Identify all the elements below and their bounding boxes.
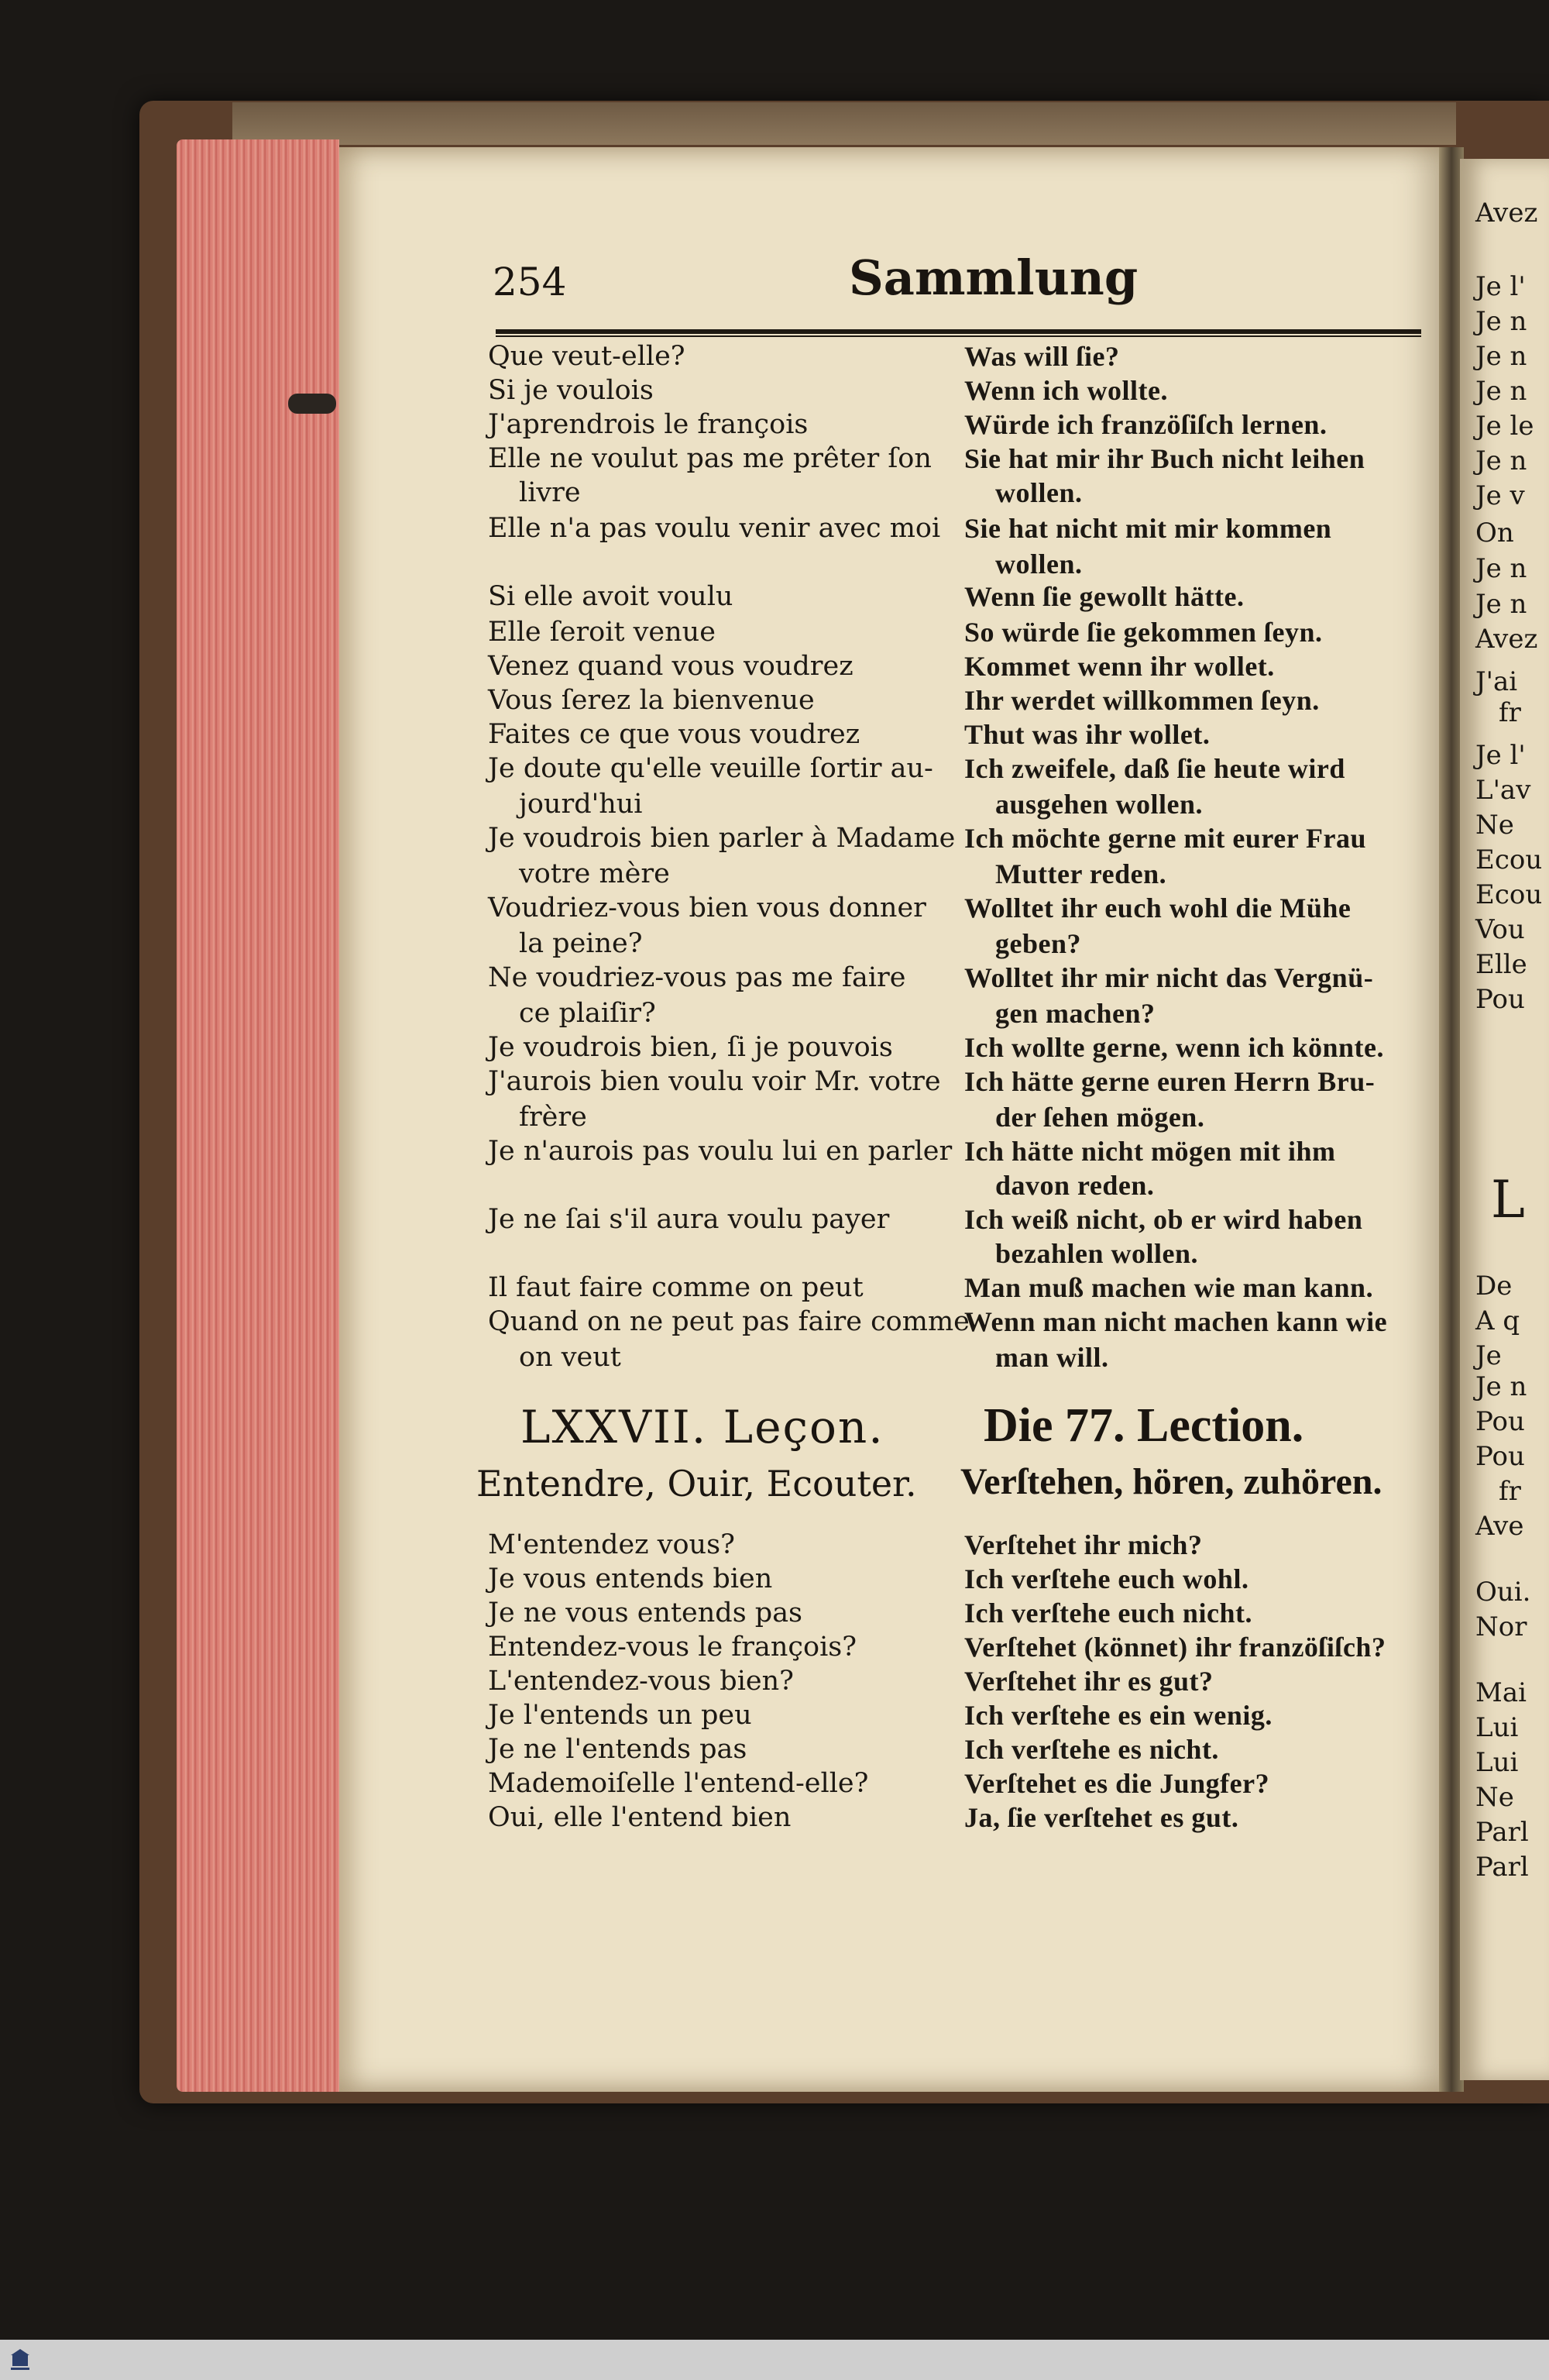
- french-line: Il faut faire comme on peut: [488, 1272, 864, 1303]
- german-line: Wenn ſie gewollt hätte.: [964, 581, 1245, 612]
- facing-page-line: De: [1475, 1271, 1513, 1302]
- facing-page-line: Je n: [1475, 376, 1527, 407]
- french-line: Quand on ne peut pas faire comme: [488, 1306, 970, 1337]
- german-line: davon reden.: [995, 1170, 1155, 1201]
- german-line: Ich verſtehe es nicht.: [964, 1734, 1219, 1765]
- german-line: Man muß machen wie man kann.: [964, 1272, 1374, 1303]
- header-rule-thin: [496, 335, 1421, 337]
- german-line: geben?: [995, 928, 1081, 959]
- facing-page-line: Je n: [1475, 1371, 1527, 1402]
- facing-page-line: Avez: [1475, 624, 1538, 655]
- french-line: Ne voudriez-vous pas me faire: [488, 962, 906, 993]
- page-hole: [288, 394, 336, 414]
- french-line: L'entendez-vous bien?: [488, 1666, 794, 1697]
- german-line: gen machen?: [995, 998, 1156, 1029]
- french-line: Que veut-elle?: [488, 341, 685, 372]
- facing-page-line: Je le: [1475, 411, 1534, 442]
- french-line: Faites ce que vous voudrez: [488, 719, 860, 750]
- french-line: Si elle avoit voulu: [488, 581, 733, 612]
- library-logo-icon: [9, 2347, 31, 2374]
- facing-page-line: Je: [1475, 1340, 1502, 1371]
- facing-page: [1460, 159, 1549, 2080]
- page-edges: [177, 139, 339, 2092]
- german-line: Kommet wenn ihr wollet.: [964, 651, 1275, 682]
- german-line: ausgehen wollen.: [995, 789, 1204, 820]
- french-line: Je l'entends un peu: [488, 1700, 752, 1731]
- lesson-subtitle-french: Entendre, Ouir, Ecouter.: [476, 1463, 917, 1505]
- german-line: Ich zweifele, daß ſie heute wird: [964, 753, 1345, 784]
- french-line: Je ne vous entends pas: [488, 1598, 803, 1629]
- french-line: Si je voulois: [488, 375, 654, 406]
- facing-page-line: Oui.: [1475, 1577, 1531, 1608]
- german-line: Ich verſtehe euch wohl.: [964, 1563, 1249, 1594]
- french-line: jourd'hui: [519, 789, 643, 820]
- facing-page-line: Pou: [1475, 1441, 1525, 1472]
- german-line: Ihr werdet willkommen ſeyn.: [964, 685, 1320, 716]
- german-line: Verſtehet ihr es gut?: [964, 1666, 1214, 1697]
- facing-page-line: Je v: [1475, 480, 1525, 511]
- german-line: Mutter reden.: [995, 858, 1167, 889]
- german-line: wollen.: [995, 549, 1083, 580]
- french-line: Elle n'a pas voulu venir avec moi: [488, 513, 941, 544]
- german-line: man will.: [995, 1342, 1109, 1373]
- facing-page-line: Elle: [1475, 949, 1527, 980]
- french-line: Je ne l'entends pas: [488, 1734, 747, 1765]
- facing-page-line: Ave: [1475, 1511, 1524, 1542]
- facing-page-line: Mai: [1475, 1677, 1527, 1708]
- french-line: on veut: [519, 1342, 621, 1373]
- german-line: Ich hätte nicht mögen mit ihm: [964, 1136, 1336, 1167]
- german-line: Wolltet ihr euch wohl die Mühe: [964, 892, 1352, 923]
- facing-page-line: Je n: [1475, 341, 1527, 372]
- german-line: Ja, ſie verſtehet es gut.: [964, 1802, 1239, 1833]
- french-line: Je voudrois bien parler à Madame: [488, 823, 956, 854]
- german-line: So würde ſie gekommen ſeyn.: [964, 617, 1323, 648]
- french-line: Elle ne voulut pas me prêter ſon: [488, 443, 932, 474]
- french-line: Mademoiſelle l'entend-elle?: [488, 1768, 869, 1799]
- french-line: Je doute qu'elle veuille ſortir au-: [488, 753, 933, 784]
- page-number: 254: [493, 260, 567, 304]
- german-line: Wenn man nicht machen kann wie: [964, 1306, 1388, 1337]
- facing-page-line: Lui: [1475, 1712, 1519, 1743]
- book-top-edge: [232, 102, 1456, 145]
- facing-page-line: Je l': [1475, 271, 1526, 302]
- facing-page-line: Lui: [1475, 1747, 1519, 1778]
- lesson-title-french: LXXVII. Leçon.: [520, 1401, 884, 1453]
- facing-page-line: fr: [1499, 1476, 1521, 1507]
- french-line: Voudriez-vous bien vous donner: [488, 892, 926, 923]
- facing-page-line: Ecou: [1475, 879, 1543, 910]
- french-line: J'aprendrois le françois: [488, 409, 809, 440]
- lesson-title-german: Die 77. Lection.: [984, 1399, 1304, 1452]
- facing-page-line: Je n: [1475, 306, 1527, 337]
- french-line: la peine?: [519, 928, 643, 959]
- french-line: Entendez-vous le françois?: [488, 1632, 857, 1663]
- german-line: Ich möchte gerne mit eurer Frau: [964, 823, 1367, 854]
- german-line: Verſtehet (könnet) ihr franzöſiſch?: [964, 1632, 1386, 1663]
- french-line: Oui, elle l'entend bien: [488, 1802, 792, 1833]
- facing-page-line: fr: [1499, 697, 1521, 728]
- facing-page-line: Parl: [1475, 1817, 1529, 1848]
- french-line: Je vous entends bien: [488, 1563, 773, 1594]
- running-title: Sammlung: [849, 249, 1139, 306]
- facing-page-line: J'ai: [1475, 666, 1518, 697]
- facing-page-line: Ne: [1475, 1782, 1514, 1813]
- facing-page-line: A q: [1475, 1305, 1520, 1336]
- german-line: Sie hat mir ihr Buch nicht leihen: [964, 443, 1365, 474]
- facing-page-line: Pou: [1475, 1406, 1525, 1437]
- facing-page-line: Vou: [1475, 914, 1525, 945]
- german-line: Sie hat nicht mit mir kommen: [964, 513, 1332, 544]
- french-line: Je voudrois bien, ſi je pouvois: [488, 1032, 893, 1063]
- german-line: Verſtehet ihr mich?: [964, 1529, 1203, 1560]
- german-line: Wenn ich wollte.: [964, 375, 1169, 406]
- german-line: Ich hätte gerne euren Herrn Bru-: [964, 1066, 1376, 1097]
- lesson-subtitle-german: Verſtehen, hören, zuhören.: [960, 1461, 1382, 1502]
- french-line: Je n'aurois pas voulu lui en parler: [488, 1136, 953, 1167]
- german-line: der ſehen mögen.: [995, 1102, 1205, 1133]
- french-line: Je ne ſai s'il aura voulu payer: [488, 1204, 890, 1235]
- header-rule: [496, 329, 1421, 334]
- german-line: Ich weiß nicht, ob er wird haben: [964, 1204, 1363, 1235]
- facing-page-line: Ecou: [1475, 844, 1543, 875]
- facing-page-line: Ne: [1475, 810, 1514, 841]
- german-line: Was will ſie?: [964, 341, 1120, 372]
- german-line: Ich verſtehe es ein wenig.: [964, 1700, 1273, 1731]
- french-line: livre: [519, 477, 581, 508]
- french-line: M'entendez vous?: [488, 1529, 735, 1560]
- german-line: bezahlen wollen.: [995, 1238, 1199, 1269]
- german-line: Thut was ihr wollet.: [964, 719, 1211, 750]
- facing-page-line: Je n: [1475, 553, 1527, 584]
- facing-page-line: Je n: [1475, 445, 1527, 476]
- french-line: J'aurois bien voulu voir Mr. votre: [488, 1066, 941, 1097]
- french-line: Elle ſeroit venue: [488, 617, 716, 648]
- german-line: Verſtehet es die Jungfer?: [964, 1768, 1270, 1799]
- facing-page-line: Nor: [1475, 1611, 1527, 1642]
- french-line: ce plaiſir?: [519, 998, 656, 1029]
- german-line: Ich wollte gerne, wenn ich könnte.: [964, 1032, 1384, 1063]
- facing-page-line: Je l': [1475, 740, 1526, 771]
- viewer-bottom-bar: [0, 2340, 1549, 2380]
- facing-page-line: Je n: [1475, 589, 1527, 620]
- german-line: Ich verſtehe euch nicht.: [964, 1598, 1252, 1629]
- facing-page-line: Avez: [1475, 198, 1538, 229]
- german-line: Würde ich franzöſiſch lernen.: [964, 409, 1327, 440]
- facing-page-line: Pou: [1475, 984, 1525, 1015]
- french-line: Vous ſerez la bienvenue: [488, 685, 815, 716]
- facing-page-line: L: [1491, 1170, 1525, 1230]
- facing-page-line: On: [1475, 518, 1514, 549]
- french-line: Venez quand vous voudrez: [488, 651, 853, 682]
- facing-page-line: Parl: [1475, 1852, 1529, 1883]
- facing-page-line: L'av: [1475, 775, 1531, 806]
- french-line: votre mère: [519, 858, 670, 889]
- french-line: frère: [519, 1102, 587, 1133]
- german-line: wollen.: [995, 477, 1083, 508]
- german-line: Wolltet ihr mir nicht das Vergnü-: [964, 962, 1374, 993]
